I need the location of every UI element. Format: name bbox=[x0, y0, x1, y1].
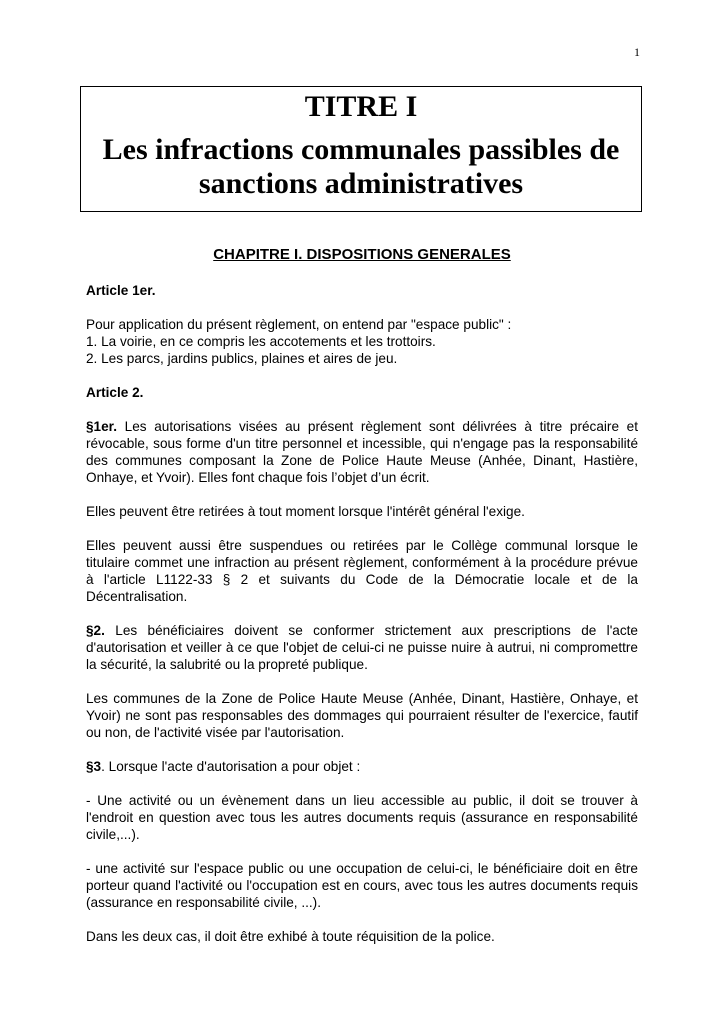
section-1-paragraph bbox=[86, 418, 638, 486]
paragraph-retirees: Elles peuvent être retirées à tout moment lorsque l'intérêt général l'exige. bbox=[86, 504, 525, 519]
article-1-intro: Pour application du présent règlement, on entend par "espace public" : bbox=[86, 317, 512, 332]
section-2-text: Les bénéficiaires doivent se conformer strictement aux prescriptions de l'acte d'autorisation et veiller à ce que l'objet de celui-ci ne puisse nuire à autrui, ni compromettre la sécurité, la salubrité ou la propreté publique. bbox=[86, 623, 638, 672]
paragraph-activite-2: - une activité sur l'espace public ou une occupation de celui-ci, le bénéficiaire doit en être porteur quand l'activité ou l'occupation est en cours, avec tous les autres documents requis (assurance en responsabilité civile, ...). bbox=[86, 861, 638, 910]
chapter-heading: CHAPITRE I. DISPOSITIONS GENERALES bbox=[213, 246, 511, 263]
article-1-definition bbox=[86, 316, 638, 367]
title-main: TITRE I bbox=[304, 90, 418, 123]
page-number: 1 bbox=[634, 45, 640, 59]
section-3-paragraph bbox=[86, 758, 638, 775]
paragraph-activite-1: - Une activité ou un évènement dans un lieu accessible au public, il doit se trouver à l'endroit en question avec tous les autres documents requis (assurance en responsabilité civile,...). bbox=[86, 793, 638, 842]
section-2-label: §2. bbox=[86, 623, 105, 638]
section-1-text: Les autorisations visées au présent règlement sont délivrées à titre précaire et révocable, sous forme d'un titre personnel et incessible, qui n'engage pas la responsabilité des communes composant la Zone de Police Haute Meuse (Anhée, Dinant, Hastière, Onhaye, et Yvoir). Elles font chaque fois l’objet d’un écrit. bbox=[86, 419, 638, 485]
paragraph-communes: Les communes de la Zone de Police Haute Meuse (Anhée, Dinant, Hastière, Onhaye, et Yvoir) ne sont pas responsables des dommages qui pourraient résulter de l'exercice, fautif ou non, de l'activité visée par l'autorisation. bbox=[86, 691, 638, 740]
article-1-item-1: 1. La voirie, en ce compris les accotements et les trottoirs. bbox=[86, 334, 436, 349]
section-2-paragraph bbox=[86, 622, 638, 673]
document-body bbox=[86, 282, 638, 945]
section-1-label: §1er. bbox=[86, 419, 117, 434]
title-box bbox=[80, 86, 642, 212]
article-1-item-2: 2. Les parcs, jardins publics, plaines et aires de jeu. bbox=[86, 351, 398, 366]
article-2-heading: Article 2. bbox=[86, 385, 144, 400]
section-3-text: . Lorsque l'acte d'autorisation a pour objet : bbox=[101, 759, 361, 774]
article-1-heading: Article 1er. bbox=[86, 283, 156, 298]
paragraph-exhibe: Dans les deux cas, il doit être exhibé à toute réquisition de la police. bbox=[86, 929, 495, 944]
section-3-label: §3 bbox=[86, 759, 102, 774]
paragraph-suspendues: Elles peuvent aussi être suspendues ou retirées par le Collège communal lorsque le titulaire commet une infraction au présent règlement, conformément à la procédure prévue à l'article L1122-33 § 2 et suivants du Code de la Démocratie locale et de la Décentralisation. bbox=[86, 538, 638, 604]
title-subtitle: Les infractions communales passibles de sanctions administratives bbox=[102, 133, 620, 200]
